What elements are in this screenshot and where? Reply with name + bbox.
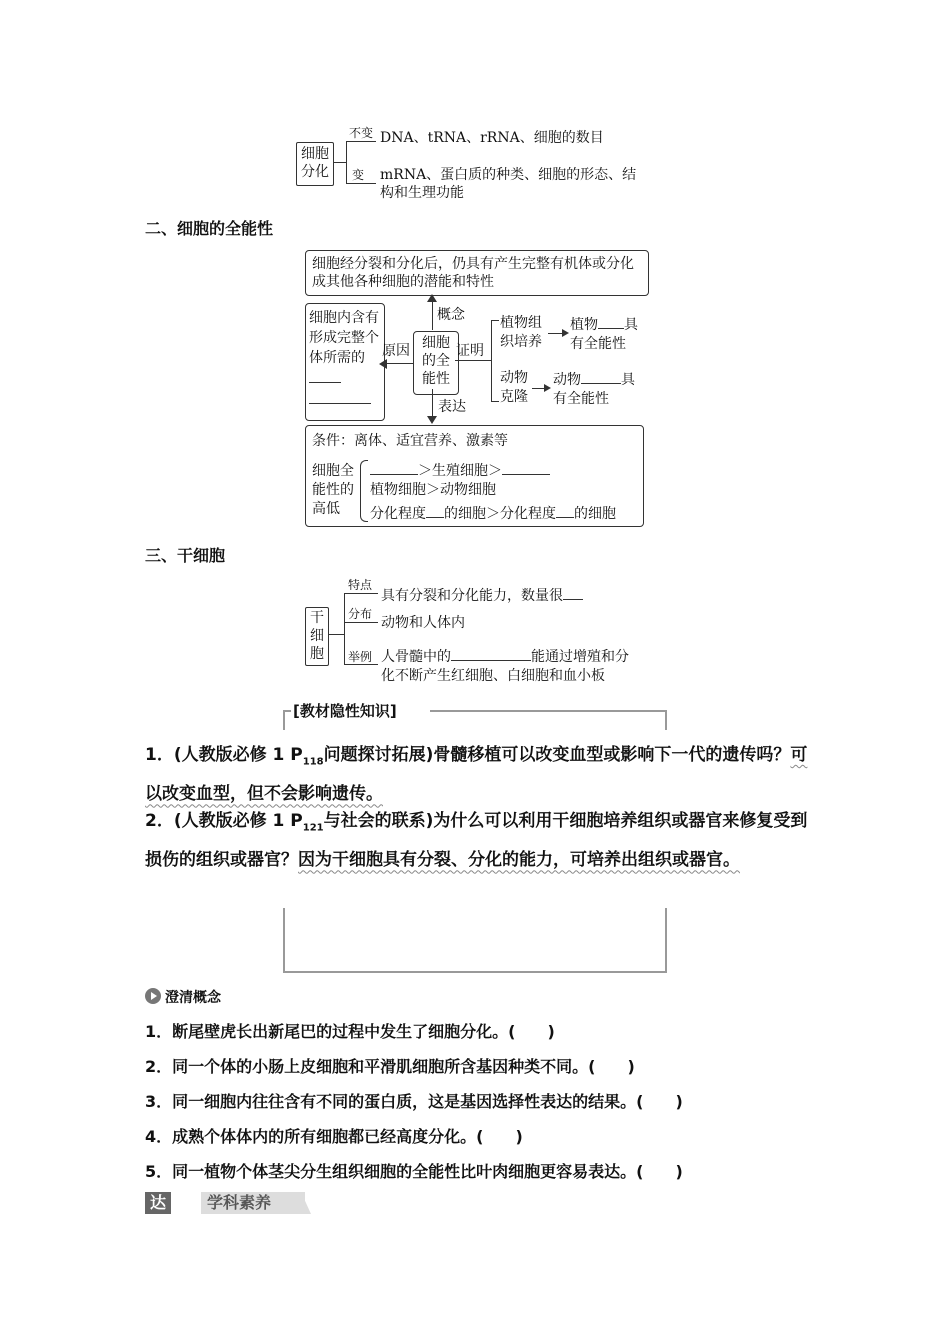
reason-box [305, 303, 385, 421]
clarify-item-4: 4．成熟个体体内的所有细胞都已经高度分化。( ) [145, 1127, 523, 1146]
hidden-item-2: 2．(人教版必修 1 $P_{121}$与社会的联系)为什么可以利用干细胞培养组织或器官来修复受到损伤的组织或器官？因为干细胞具有分裂、分化的能力，可培养出组织或器官。 [145, 811, 808, 871]
express-label: 表达 [438, 399, 466, 415]
condition-text: 条件：离体、适宜营养、激素等 [312, 433, 508, 449]
center-text: 细胞的全能性 [422, 335, 450, 387]
hidden-title: [教材隐性知识] [293, 702, 397, 720]
proof-label: 证明 [456, 343, 484, 359]
example-text: 人骨髓中的 能通过增殖和分 化不断产生红细胞、白细胞和血小板 [381, 646, 629, 686]
changed-label: 变 [352, 168, 365, 182]
example-label: 举例 [348, 650, 373, 664]
plant-result: 植物 具 有全能性 [570, 314, 638, 354]
feature-text: 具有分裂和分化能力，数量很 [381, 585, 583, 605]
concept-label: 概念 [437, 307, 465, 323]
rank-2: 植物细胞＞动物细胞 [370, 482, 496, 498]
plant-source: 植物组织培养 [500, 315, 542, 350]
feature-label: 特点 [348, 578, 373, 592]
hidden-item-1: 1．(人教版必修 1 $P_{118}$问题探讨拓展)骨髓移植可以改变血型或影响下一代的遗传吗？可以改变血型，但不会影响遗传。 [145, 745, 808, 805]
rank-3: 分化程度 的细胞＞分化程度 的细胞 [370, 503, 616, 523]
unchanged-text: DNA、tRNA、rRNA、细胞的数目 [380, 130, 604, 146]
center-box [413, 331, 459, 395]
clarify-item-5: 5．同一植物个体茎尖分生组织细胞的全能性比叶肉细胞更容易表达。( ) [145, 1162, 683, 1181]
dacheng-label: 达成 [145, 1192, 171, 1214]
section3-heading: 三、干细胞 [145, 546, 226, 565]
suyang-label: 学科素养 [201, 1192, 305, 1214]
express-box [305, 425, 644, 527]
unchanged-label: 不变 [349, 126, 374, 140]
section2-heading: 二、细胞的全能性 [145, 219, 274, 238]
clarify-item-3: 3．同一细胞内往往含有不同的蛋白质，这是基因选择性表达的结果。( ) [145, 1092, 683, 1111]
diff-title: 细胞 分化 [301, 146, 329, 180]
animal-result: 动物 具 有全能性 [553, 369, 635, 409]
stem-title-box: 干细胞 [305, 607, 329, 666]
changed-text-2: 构和生理功能 [380, 185, 464, 201]
diff-title-box [296, 142, 334, 186]
rank-label: 细胞全能性的高低 [312, 463, 354, 517]
reason-text: 细胞内含有形成完整个体所需的 [309, 310, 379, 366]
clarify-item-1: 1．断尾壁虎长出新尾巴的过程中发生了细胞分化。( ) [145, 1022, 555, 1041]
clarify-title: 澄清概念 [165, 990, 221, 1006]
animal-source: 动物克隆 [500, 370, 528, 405]
dist-label: 分布 [348, 607, 373, 621]
rank-1: ＞生殖细胞＞ [370, 460, 550, 480]
dist-text: 动物和人体内 [381, 615, 465, 631]
reason-label: 原因 [382, 343, 410, 359]
concept-box: 细胞经分裂和分化后，仍具有产生完整有机体或分化成其他各种细胞的潜能和特性 [305, 250, 649, 296]
changed-text-1: mRNA、蛋白质的种类、细胞的形态、结 [380, 167, 637, 183]
clarify-item-2: 2．同一个体的小肠上皮细胞和平滑肌细胞所含基因种类不同。( ) [145, 1057, 635, 1076]
